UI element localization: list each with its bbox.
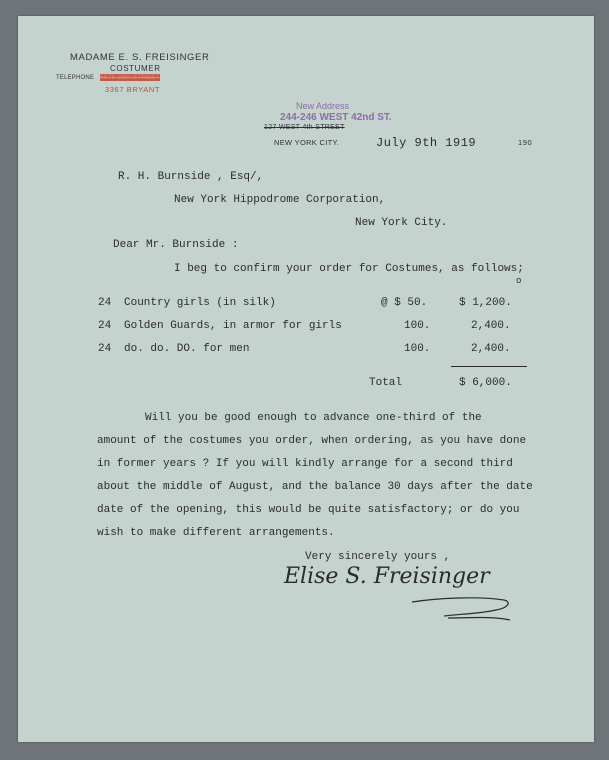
recipient-line-3: New York City. xyxy=(355,217,448,229)
total-label: Total xyxy=(369,377,403,389)
letterhead-title: COSTUMER xyxy=(110,64,161,73)
body-line: date of the opening, this would be quite satisfactory; or do you xyxy=(97,504,520,516)
body-line: Will you be good enough to advance one-third of the xyxy=(145,412,482,424)
salutation: Dear Mr. Burnside : xyxy=(113,239,239,251)
body-line: in former years ? If you will kindly arrange for a second third xyxy=(97,458,513,470)
letterhead-telephone-struck: 6675-38th STREET xyxy=(100,74,160,81)
order-rate: 100. xyxy=(404,343,431,355)
letterhead-telephone-label: TELEPHONE xyxy=(56,75,95,81)
order-rate: @ $ 50. xyxy=(381,297,428,309)
order-amount: $ 1,200. xyxy=(459,297,512,309)
order-item: do. do. DO. for men xyxy=(124,343,250,355)
stamp-address: 244-246 WEST 42nd ST. xyxy=(280,112,392,123)
printed-year: 190 xyxy=(518,138,533,147)
stamp-label: New Address xyxy=(296,101,350,111)
intro-line: I beg to confirm your order for Costumes, as follows; xyxy=(174,263,524,275)
dateline-city: NEW YORK CITY. xyxy=(274,138,340,147)
order-qty: 24 xyxy=(98,320,112,332)
order-amount: 2,400. xyxy=(471,343,511,355)
recipient-line-2: New York Hippodrome Corporation, xyxy=(174,194,386,206)
order-qty: 24 xyxy=(98,297,112,309)
order-qty: 24 xyxy=(98,343,112,355)
signature-flourish xyxy=(408,588,518,624)
order-item: Country girls (in silk) xyxy=(124,297,276,309)
order-amount: 2,400. xyxy=(471,320,511,332)
letterhead-telephone-new: 3367 BRYANT xyxy=(105,85,161,94)
letter-paper xyxy=(18,16,594,742)
recipient-line-1: R. H. Burnside , Esq/, xyxy=(118,171,264,183)
old-address: 127 WEST 4th STREET xyxy=(264,124,345,131)
order-item: Golden Guards, in armor for girls xyxy=(124,320,342,332)
signature: Elise S. Freisinger xyxy=(284,564,490,589)
intro-mark: o xyxy=(516,276,522,286)
letter-date: July 9th 1919 xyxy=(376,136,477,150)
body-line: amount of the costumes you order, when ordering, as you have done xyxy=(97,435,527,447)
total-rule xyxy=(451,366,527,367)
body-line: about the middle of August, and the balance 30 days after the date xyxy=(97,481,533,493)
order-rate: 100. xyxy=(404,320,431,332)
letterhead-name: MADAME E. S. FREISINGER xyxy=(70,52,210,63)
total-amount: $ 6,000. xyxy=(459,377,512,389)
closing: Very sincerely yours , xyxy=(305,551,451,563)
body-line: wish to make different arrangements. xyxy=(97,527,335,539)
